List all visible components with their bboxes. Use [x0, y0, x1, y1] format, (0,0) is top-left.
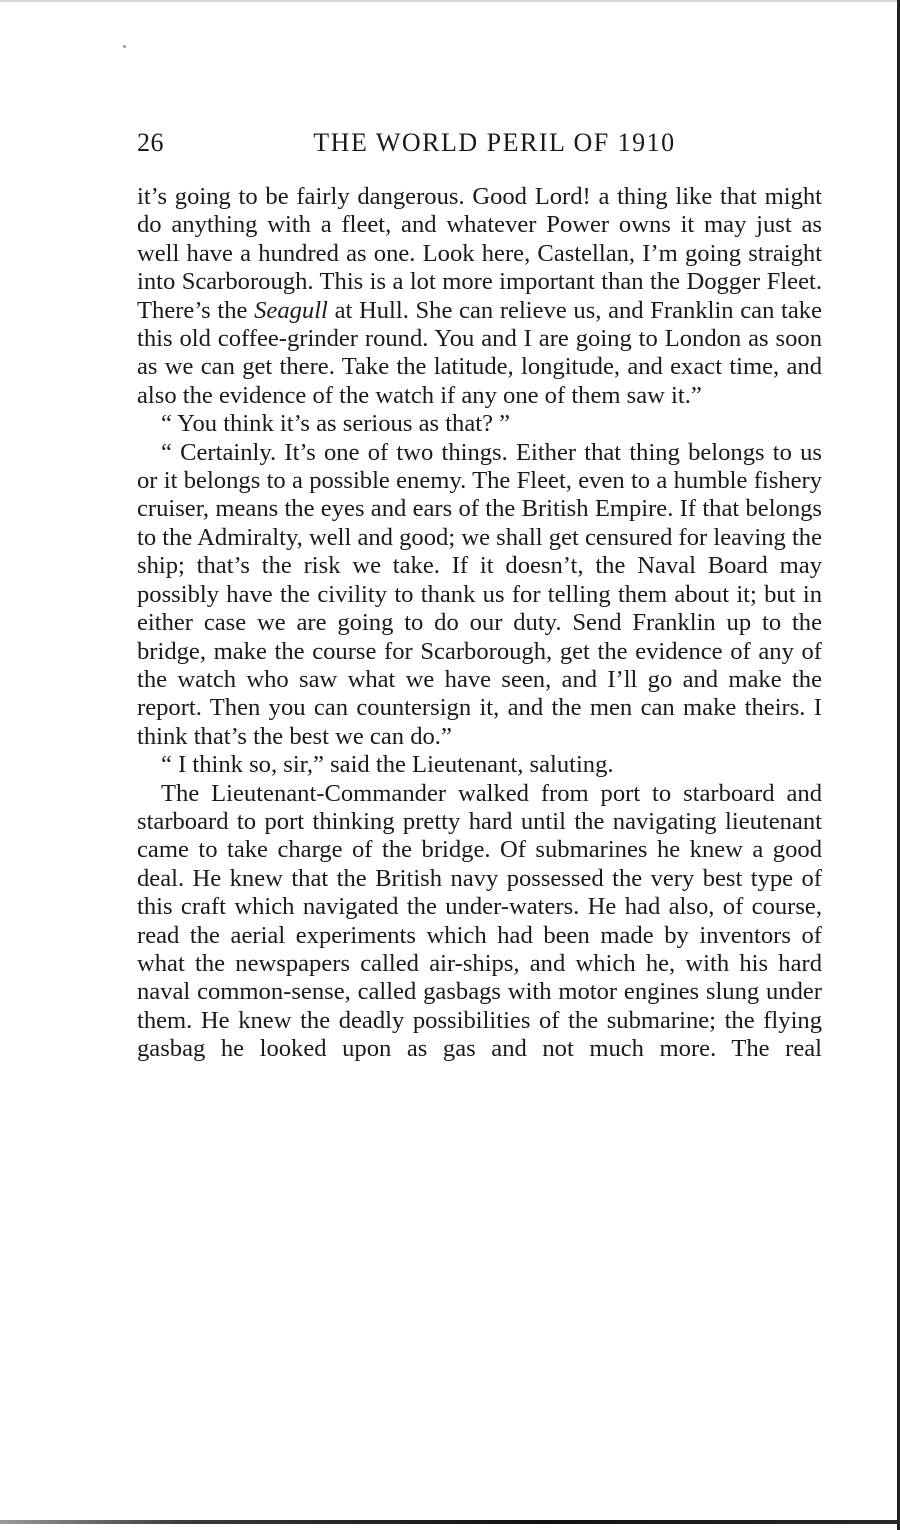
page-number: 26 — [137, 128, 164, 157]
paragraph-1-text-a: it’s going to be fairly dangerous. Good Lord! a thing like that might do anything with a fleet, and whatever Power owns it may just as well have a hundred as one. Look here, Castellan, I’m going straight into Scarborough. This is a lot more important than the Dogger Fleet. There’s the — [137, 183, 822, 324]
paragraph-2: “ You think it’s as serious as that? ” — [161, 410, 511, 438]
scan-edge-bottom — [0, 1520, 900, 1524]
page-header — [137, 128, 822, 168]
scan-edge-top — [0, 0, 900, 2]
paragraph-1 — [137, 183, 822, 410]
paragraph-5: The Lieutenant-Commander walked from port to starboard and starboard to port thinking pretty hard until the navigating lieutenant came to take charge of the bridge. Of submarines he knew a good deal. He knew that the British navy possessed the very best type of this craft which navigated the under-waters. He had also, of course, read the aerial experiments which had been made by inventors of what the newspapers called air-ships, and which he, with his hard naval common-sense, called gasbags with motor engines slung under them. He knew the deadly possibilities of the submarine; the flying gasbag he looked upon as gas and not much more. The real — [137, 779, 822, 1063]
page-body — [137, 183, 822, 1064]
paragraph-1-text-b: at Hull. She can relieve us, and Franklin can take this old coffee-grinder round. You and I are going to London as soon as we can get there. Take the latitude, longitude, and exact time, and also the evidence of the watch if any one of them saw it.” — [137, 296, 823, 409]
running-title: THE WORLD PERIL OF 1910 — [313, 128, 676, 157]
scan-speck — [123, 45, 126, 48]
paragraph-4: “ I think so, sir,” said the Lieutenant, saluting. — [161, 751, 614, 779]
ship-name-italic: Seagull — [254, 296, 328, 324]
paragraph-3: “ Certainly. It’s one of two things. Either that thing belongs to us or it belongs to a possible enemy. The Fleet, even to a humble fishery cruiser, means the eyes and ears of the British Empire. If that belongs to the Admiralty, well and good; we shall get censured for leaving the ship; that’s the risk we take. If it doesn’t, the Naval Board may possibly have the civility to thank us for telling them about it; but in either case we are going to do our duty. Send Franklin up to the bridge, make the course for Scarborough, get the evidence of any of the watch who saw what we have seen, and I’ll go and make the report. Then you can countersign it, and the men can make theirs. I think that’s the best we can do.” — [137, 438, 822, 750]
